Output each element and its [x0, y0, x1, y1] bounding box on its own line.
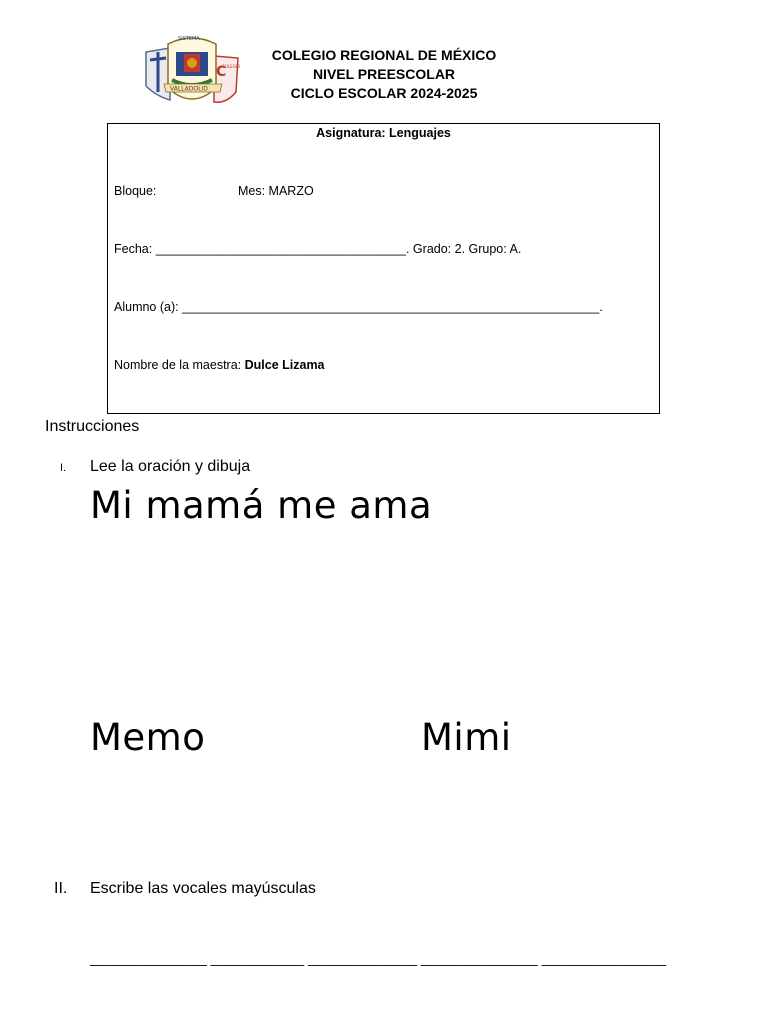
subject-title: Asignatura: Lenguajes — [316, 126, 451, 140]
svg-text:COLEGIO: COLEGIO — [222, 64, 241, 69]
student-label: Alumno (a): — [114, 300, 179, 314]
student-line — [114, 300, 603, 314]
svg-text:SISTEMA: SISTEMA — [178, 36, 200, 42]
school-level: NIVEL PREESCOLAR — [312, 66, 456, 82]
section2-instruction: Escribe las vocales mayúsculas — [90, 880, 316, 897]
bloque-label: Bloque: — [114, 184, 157, 198]
school-logo — [140, 30, 244, 112]
svg-text:VALLADOLID: VALLADOLID — [170, 85, 208, 93]
student-line-end: . — [599, 300, 603, 314]
school-year: CICLO ESCOLAR 2024-2025 — [290, 85, 478, 101]
word-mimi: Mimi — [421, 716, 512, 759]
section2-numeral: II. — [54, 880, 68, 897]
grade-group: . Grado: 2. Grupo: A. — [405, 242, 522, 256]
teacher-name: Dulce Lizama — [244, 358, 325, 372]
teacher-label: Nombre de la maestra: — [114, 358, 242, 372]
month-label: Mes: MARZO — [238, 184, 314, 198]
date-label: Fecha: — [114, 242, 153, 256]
student-name-field[interactable]: ____________________________________________________________ — [182, 300, 600, 314]
section1-numeral: I. — [60, 462, 67, 474]
reading-sentence: Mi mamá me ama — [90, 484, 433, 527]
section1-instruction: Lee la oración y dibuja — [90, 458, 251, 475]
teacher-line — [114, 358, 325, 372]
word-memo: Memo — [90, 716, 206, 759]
svg-text:C: C — [216, 64, 227, 80]
date-field[interactable]: ____________________________________ — [155, 242, 406, 256]
instructions-title: Instrucciones — [45, 418, 140, 435]
school-header — [270, 46, 498, 103]
vowel-answer-blanks[interactable]: _______________ ____________ ______________ _______________ ________________ — [90, 950, 667, 966]
date-line — [114, 242, 521, 256]
school-name: COLEGIO REGIONAL DE MÉXICO — [271, 47, 497, 63]
drawing-area[interactable] — [90, 548, 670, 698]
